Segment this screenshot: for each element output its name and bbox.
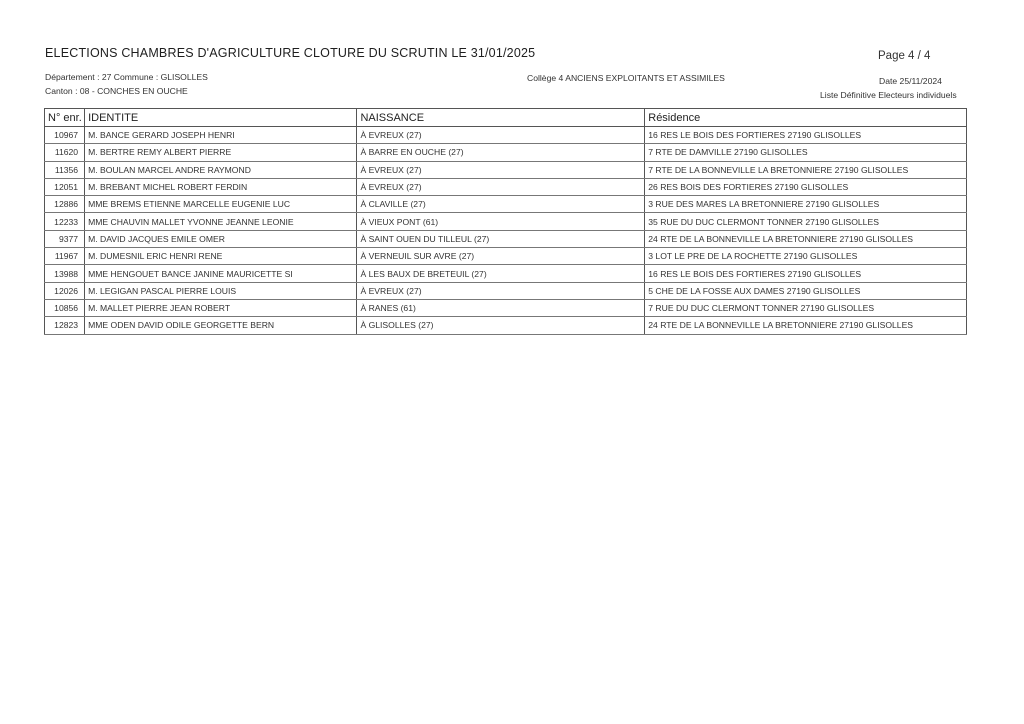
cell-residence: 3 LOT LE PRE DE LA ROCHETTE 27190 GLISOLLES — [645, 248, 967, 265]
cell-identity: M. DUMESNIL ERIC HENRI RENE — [85, 248, 357, 265]
electors-table — [44, 108, 967, 335]
cell-birth: À BARRE EN OUCHE (27) — [357, 144, 645, 161]
page-number: Page 4 / 4 — [878, 50, 931, 62]
cell-identity: M. MALLET PIERRE JEAN ROBERT — [85, 299, 357, 316]
cell-identity: MME BREMS ETIENNE MARCELLE EUGENIE LUC — [85, 196, 357, 213]
college: Collège 4 ANCIENS EXPLOITANTS ET ASSIMILES — [527, 73, 725, 83]
cell-residence: 24 RTE DE LA BONNEVILLE LA BRETONNIERE 27190 GLISOLLES — [645, 230, 967, 247]
column-header-residence: Résidence — [645, 109, 967, 127]
cell-number: 11620 — [45, 144, 85, 161]
cell-birth: À EVREUX (27) — [357, 178, 645, 195]
cell-birth: À SAINT OUEN DU TILLEUL (27) — [357, 230, 645, 247]
table-row — [45, 299, 967, 316]
cell-number: 11967 — [45, 248, 85, 265]
table-row — [45, 196, 967, 213]
table-row — [45, 282, 967, 299]
cell-birth: À LES BAUX DE BRETEUIL (27) — [357, 265, 645, 282]
cell-identity: MME CHAUVIN MALLET YVONNE JEANNE LEONIE — [85, 213, 357, 230]
cell-identity: M. LEGIGAN PASCAL PIERRE LOUIS — [85, 282, 357, 299]
cell-identity: M. BOULAN MARCEL ANDRE RAYMOND — [85, 161, 357, 178]
table-row — [45, 213, 967, 230]
cell-identity: M. BERTRE REMY ALBERT PIERRE — [85, 144, 357, 161]
cell-residence: 3 RUE DES MARES LA BRETONNIERE 27190 GLISOLLES — [645, 196, 967, 213]
cell-number: 10967 — [45, 127, 85, 144]
column-header-identity: IDENTITE — [85, 109, 357, 127]
cell-number: 12886 — [45, 196, 85, 213]
cell-residence: 7 RTE DE DAMVILLE 27190 GLISOLLES — [645, 144, 967, 161]
table-row — [45, 230, 967, 247]
table-row — [45, 178, 967, 195]
cell-number: 12233 — [45, 213, 85, 230]
table-row — [45, 127, 967, 144]
cell-residence: 16 RES LE BOIS DES FORTIERES 27190 GLISOLLES — [645, 265, 967, 282]
cell-birth: À VERNEUIL SUR AVRE (27) — [357, 248, 645, 265]
cell-number: 10856 — [45, 299, 85, 316]
column-header-number: N° enr. — [45, 109, 85, 127]
column-header-birth: NAISSANCE — [357, 109, 645, 127]
cell-number: 12051 — [45, 178, 85, 195]
departement-commune: Département : 27 Commune : GLISOLLES — [45, 72, 208, 82]
list-type: Liste Définitive Electeurs individuels — [820, 90, 957, 100]
table-row — [45, 144, 967, 161]
cell-number: 13988 — [45, 265, 85, 282]
cell-residence: 26 RES BOIS DES FORTIERES 27190 GLISOLLES — [645, 178, 967, 195]
cell-birth: À RANES (61) — [357, 299, 645, 316]
cell-birth: À EVREUX (27) — [357, 127, 645, 144]
cell-number: 9377 — [45, 230, 85, 247]
cell-number: 12026 — [45, 282, 85, 299]
cell-birth: À GLISOLLES (27) — [357, 317, 645, 334]
cell-birth: À CLAVILLE (27) — [357, 196, 645, 213]
cell-birth: À EVREUX (27) — [357, 161, 645, 178]
cell-identity: MME ODEN DAVID ODILE GEORGETTE BERN — [85, 317, 357, 334]
document-title: ELECTIONS CHAMBRES D'AGRICULTURE CLOTURE DU SCRUTIN LE 31/01/2025 — [45, 46, 536, 60]
table-header-row — [45, 109, 967, 127]
cell-number: 12823 — [45, 317, 85, 334]
document-date: Date 25/11/2024 — [879, 76, 942, 86]
table-row — [45, 248, 967, 265]
table-row — [45, 161, 967, 178]
cell-residence: 7 RUE DU DUC CLERMONT TONNER 27190 GLISOLLES — [645, 299, 967, 316]
cell-residence: 24 RTE DE LA BONNEVILLE LA BRETONNIERE 27190 GLISOLLES — [645, 317, 967, 334]
cell-birth: À VIEUX PONT (61) — [357, 213, 645, 230]
cell-number: 11356 — [45, 161, 85, 178]
cell-identity: MME HENGOUET BANCE JANINE MAURICETTE SI — [85, 265, 357, 282]
cell-identity: M. DAVID JACQUES EMILE OMER — [85, 230, 357, 247]
table-row — [45, 317, 967, 334]
cell-residence: 5 CHE DE LA FOSSE AUX DAMES 27190 GLISOLLES — [645, 282, 967, 299]
table-body — [45, 127, 967, 335]
cell-birth: À EVREUX (27) — [357, 282, 645, 299]
cell-residence: 16 RES LE BOIS DES FORTIERES 27190 GLISOLLES — [645, 127, 967, 144]
canton: Canton : 08 - CONCHES EN OUCHE — [45, 86, 188, 96]
table-row — [45, 265, 967, 282]
cell-identity: M. BREBANT MICHEL ROBERT FERDIN — [85, 178, 357, 195]
cell-residence: 7 RTE DE LA BONNEVILLE LA BRETONNIERE 27190 GLISOLLES — [645, 161, 967, 178]
cell-residence: 35 RUE DU DUC CLERMONT TONNER 27190 GLISOLLES — [645, 213, 967, 230]
cell-identity: M. BANCE GERARD JOSEPH HENRI — [85, 127, 357, 144]
